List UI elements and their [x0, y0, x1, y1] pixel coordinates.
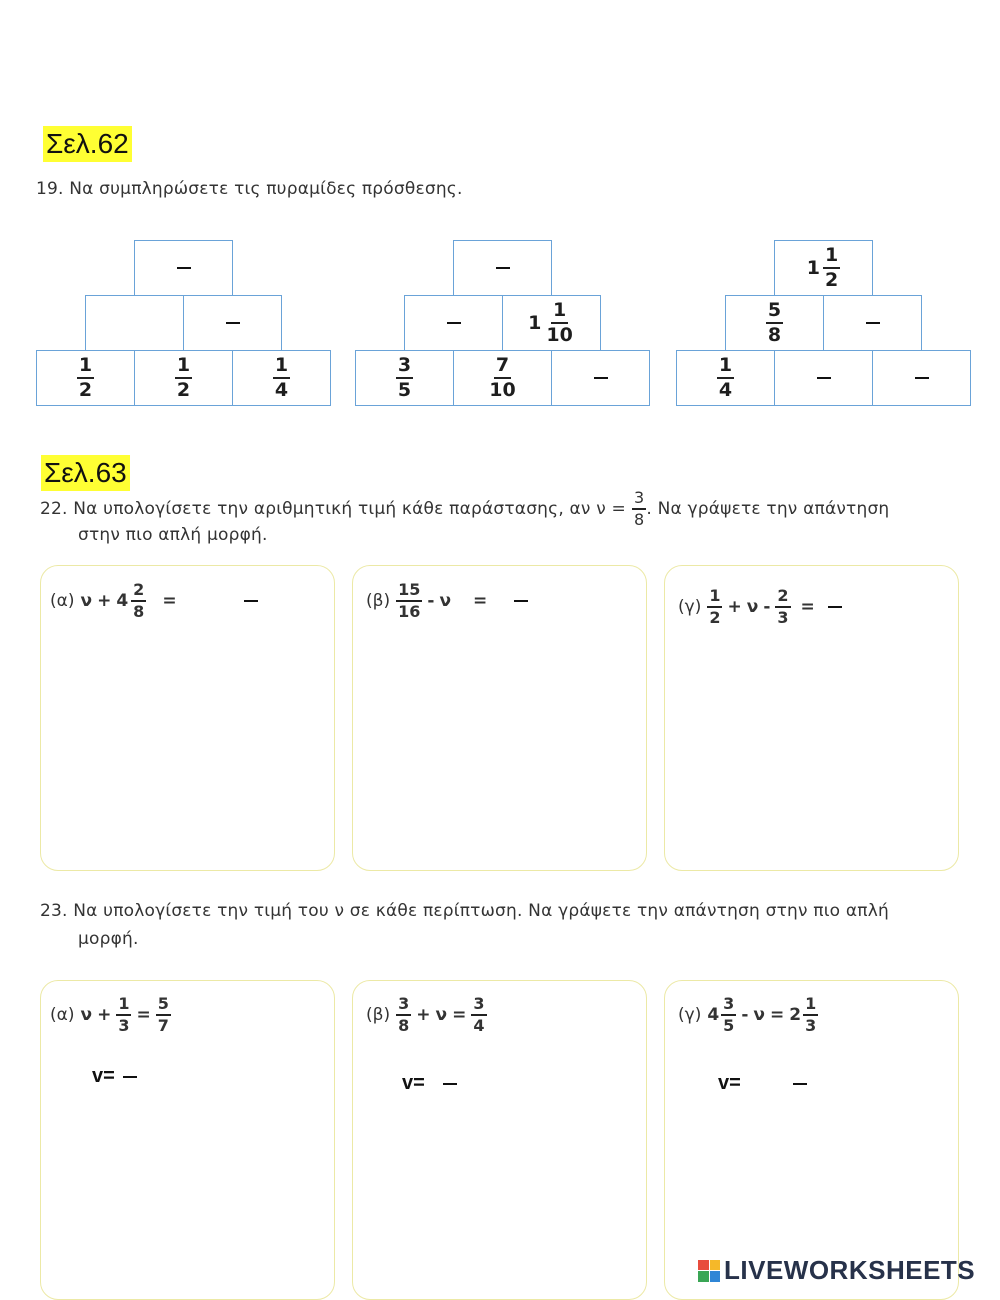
q23-b-equals: = — [452, 1005, 467, 1025]
q22-b-op: - — [427, 591, 435, 611]
q23-b-var: ν — [435, 1005, 448, 1025]
q23-c-op: - — [741, 1005, 749, 1025]
q23-c-equals: = — [769, 1005, 785, 1025]
q23-c-whole-1: 4 — [707, 1005, 720, 1025]
q22-b-fraction — [396, 582, 422, 620]
answer-blank[interactable] — [123, 1076, 137, 1078]
q22-a-label: (α) — [50, 591, 75, 611]
pyramid-2-cell — [355, 350, 454, 406]
q23-b-label: (β) — [366, 1005, 391, 1025]
num: 5 — [156, 996, 171, 1016]
question-23-text: 23. Να υπολογίσετε την τιμή του ν σε κάθε περίπτωση. Να γράψετε την απάντηση στην πιο απλή — [40, 901, 889, 921]
q23-answer-c — [718, 1072, 807, 1095]
q22-a-equals: = — [162, 591, 177, 611]
q22-expression-c — [678, 588, 842, 626]
pyramid-2-cell[interactable] — [453, 240, 552, 296]
den: 4 — [473, 1016, 485, 1035]
question-19-text: 19. Να συμπληρώσετε τις πυραμίδες πρόσθεσης. — [36, 179, 463, 199]
q23-answer-b — [402, 1072, 457, 1095]
numerator: 5 — [766, 301, 783, 324]
answer-blank[interactable] — [817, 377, 831, 379]
q22-a-op: + — [97, 591, 112, 611]
denominator: 2 — [78, 379, 93, 401]
den: 8 — [133, 602, 145, 621]
q22-c-label: (γ) — [678, 597, 702, 617]
logo-text: LIVEWORKSHEETS — [724, 1255, 976, 1285]
num: 1 — [803, 996, 818, 1016]
q23-a-equals: = — [136, 1005, 151, 1025]
q22-c-op1: + — [727, 597, 742, 617]
den: 7 — [157, 1016, 169, 1035]
answer-blank[interactable] — [594, 377, 608, 379]
q23-c-fraction-1 — [721, 996, 736, 1034]
den: 16 — [398, 602, 421, 621]
pyramid-3-cell[interactable] — [774, 350, 873, 406]
pyramid-3-cell[interactable] — [872, 350, 971, 406]
answer-label: v= — [718, 1072, 741, 1094]
logo-icon — [698, 1260, 720, 1282]
denominator: 4 — [718, 379, 733, 401]
num: 3 — [721, 996, 736, 1016]
num: 15 — [396, 582, 422, 602]
v-den: 8 — [633, 510, 645, 529]
answer-blank[interactable] — [177, 267, 191, 269]
q22-a-var: ν — [80, 591, 93, 611]
answer-blank[interactable] — [793, 1083, 807, 1085]
q23-a-fraction-1 — [116, 996, 131, 1034]
pyramid-3-cell[interactable] — [823, 295, 922, 351]
answer-blank[interactable] — [226, 322, 240, 324]
q22-a-fraction — [131, 582, 146, 620]
q22-b-label: (β) — [366, 591, 391, 611]
q23-b-op: + — [416, 1005, 431, 1025]
q23-c-whole-2: 2 — [789, 1005, 802, 1025]
whole: 1 — [528, 312, 542, 334]
pyramid-3-cell — [774, 240, 873, 296]
fraction — [175, 356, 192, 400]
den: 3 — [805, 1016, 817, 1035]
q23-a-op: + — [97, 1005, 112, 1025]
den: 8 — [398, 1016, 410, 1035]
mixed-number — [528, 301, 575, 345]
fraction — [77, 356, 94, 400]
denominator: 5 — [397, 379, 412, 401]
liveworksheets-logo — [698, 1255, 975, 1286]
answer-blank[interactable] — [244, 600, 258, 602]
q23-c-label: (γ) — [678, 1005, 702, 1025]
fraction — [273, 356, 290, 400]
q22-text-b: . Να γράψετε την απάντηση — [646, 499, 890, 519]
den: 3 — [777, 608, 789, 627]
numerator: 1 — [77, 356, 94, 379]
q22-a-whole: 4 — [116, 591, 129, 611]
den: 3 — [118, 1016, 130, 1035]
pyramid-1-cell[interactable] — [134, 240, 233, 296]
v-value-fraction — [632, 490, 646, 528]
num: 2 — [131, 582, 146, 602]
q23-c-var: ν — [753, 1005, 765, 1025]
pyramid-2-cell — [502, 295, 601, 351]
page-62-label: Σελ.62 — [43, 126, 132, 162]
denominator: 10 — [489, 379, 516, 401]
num: 2 — [775, 588, 790, 608]
question-23-text-line2: μορφή. — [78, 929, 139, 949]
numerator: 1 — [717, 356, 734, 379]
q22-c-fraction-2 — [775, 588, 790, 626]
num: 3 — [396, 996, 411, 1016]
q22-b-var: ν — [439, 591, 452, 611]
q22-c-op2: - — [763, 597, 771, 617]
numerator: 1 — [175, 356, 192, 379]
q23-c-fraction-2 — [803, 996, 818, 1034]
answer-blank[interactable] — [496, 267, 510, 269]
pyramid-1-cell[interactable] — [183, 295, 282, 351]
answer-label: v= — [92, 1065, 115, 1087]
denominator: 10 — [546, 324, 573, 346]
numerator: 7 — [494, 356, 511, 379]
num: 1 — [116, 996, 131, 1016]
answer-blank[interactable] — [866, 322, 880, 324]
fraction — [717, 356, 734, 400]
answer-blank[interactable] — [514, 600, 528, 602]
den: 5 — [723, 1016, 735, 1035]
pyramid-2-cell[interactable] — [404, 295, 503, 351]
fraction — [396, 356, 413, 400]
num: 1 — [707, 588, 722, 608]
mixed-number — [807, 246, 840, 290]
numerator: 1 — [551, 301, 568, 324]
pyramid-2-cell — [453, 350, 552, 406]
den: 2 — [709, 608, 721, 627]
q23-a-fraction-2 — [156, 996, 171, 1034]
answer-blank[interactable] — [828, 606, 842, 608]
q23-answer-a — [92, 1065, 137, 1088]
q23-a-label: (α) — [50, 1005, 75, 1025]
pyramid-3-cell — [725, 295, 824, 351]
fraction — [544, 301, 574, 345]
answer-blank[interactable] — [915, 377, 929, 379]
q22-expression-b — [366, 582, 528, 620]
numerator: 3 — [396, 356, 413, 379]
q22-c-var: ν — [746, 597, 759, 617]
numerator: 1 — [823, 246, 840, 269]
q23-expression-c — [678, 996, 818, 1034]
fraction — [487, 356, 517, 400]
q22-b-equals: = — [473, 591, 488, 611]
denominator: 2 — [176, 379, 191, 401]
pyramid-3-cell — [676, 350, 775, 406]
q22-c-equals: = — [800, 597, 815, 617]
q23-b-fraction-2 — [471, 996, 486, 1034]
pyramid-1-cell — [232, 350, 331, 406]
q23-expression-b — [366, 996, 487, 1034]
answer-label: v= — [402, 1072, 425, 1094]
q23-b-fraction-1 — [396, 996, 411, 1034]
q22-expression-a — [50, 582, 258, 620]
q23-expression-a — [50, 996, 171, 1034]
denominator: 2 — [825, 269, 839, 291]
question-22-text-line2: στην πιο απλή μορφή. — [78, 525, 268, 545]
v-num: 3 — [632, 490, 646, 510]
fraction — [766, 301, 783, 345]
pyramid-1-cell — [36, 350, 135, 406]
q22-text-a: 22. Να υπολογίσετε την αριθμητική τιμή κάθε παράστασης, αν ν = — [40, 499, 626, 519]
pyramid-1-cell[interactable] — [85, 295, 184, 351]
numerator: 1 — [273, 356, 290, 379]
pyramid-1-cell — [134, 350, 233, 406]
denominator: 4 — [274, 379, 289, 401]
fraction — [823, 246, 840, 290]
pyramid-2-cell[interactable] — [551, 350, 650, 406]
q22-c-fraction-1 — [707, 588, 722, 626]
q23-a-var: ν — [80, 1005, 93, 1025]
page-63-label: Σελ.63 — [41, 455, 130, 491]
num: 3 — [471, 996, 486, 1016]
answer-blank[interactable] — [447, 322, 461, 324]
answer-blank[interactable] — [443, 1083, 457, 1085]
denominator: 8 — [767, 324, 782, 346]
whole: 1 — [806, 257, 820, 279]
